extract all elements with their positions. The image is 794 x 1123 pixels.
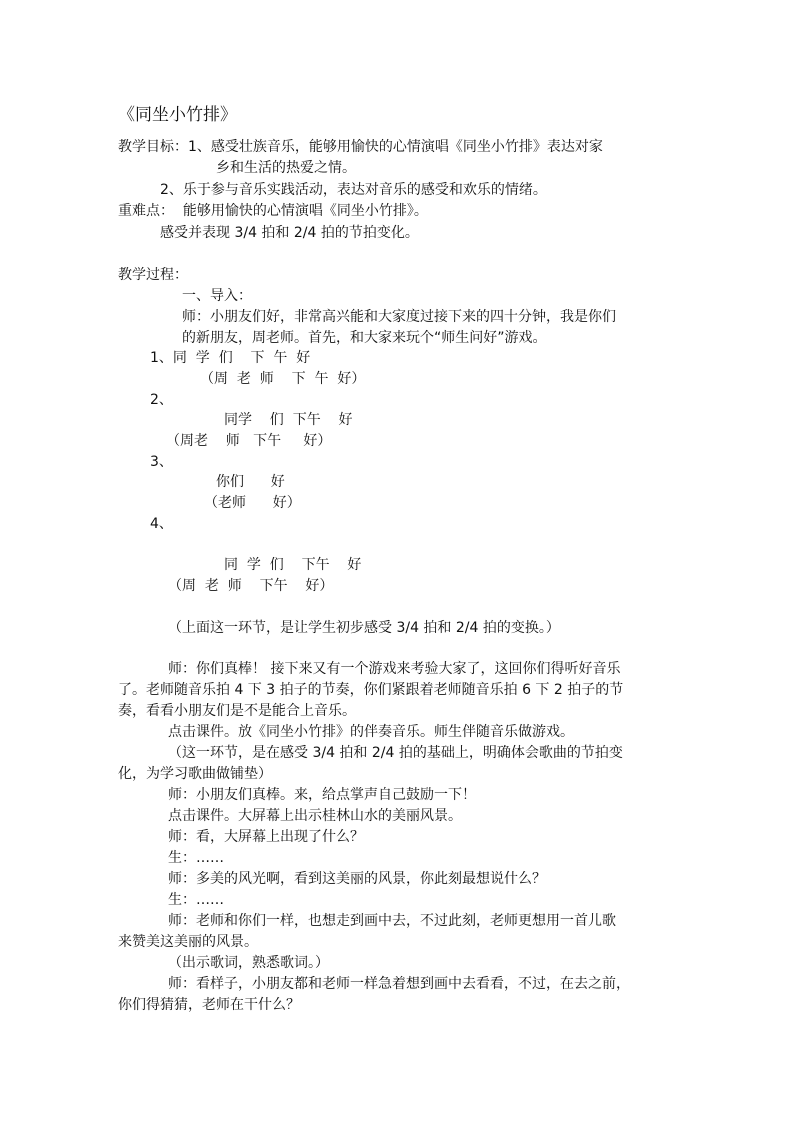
text-line: 3、: [150, 454, 173, 470]
text-line: 师：看，大屏幕上出现了什么？: [168, 829, 364, 845]
text-line: 2、乐于参与音乐实践活动，表达对音乐的感受和欢乐的情绪。: [160, 182, 547, 198]
text-line: 教学目标：1、感受壮族音乐，能够用愉快的心情演唱《同坐小竹排》表达对家: [118, 139, 603, 155]
text-line: （周 老 师 下 午 好）: [200, 371, 366, 387]
text-line: 你们 好: [216, 474, 285, 490]
document-title: 《同坐小竹排》: [118, 105, 237, 125]
text-line: 教学过程：: [118, 267, 188, 283]
text-line: 生：……: [168, 892, 224, 908]
text-line: （这一环节，是在感受 3/4 拍和 2/4 拍的基础上，明确体会歌曲的节拍变: [168, 745, 623, 761]
text-line: （老师 好）: [204, 495, 301, 511]
text-line: 师：看样子，小朋友都和老师一样急着想到画中去看看，不过，在去之前，: [168, 976, 630, 992]
text-line: 感受并表现 3/4 拍和 2/4 拍的节拍变化。: [160, 225, 419, 241]
text-line: 来赞美这美丽的风景。: [118, 934, 258, 950]
text-line: 化，为学习歌曲做铺垫）: [118, 766, 272, 782]
text-line: 师：多美的风光啊，看到这美丽的风景，你此刻最想说什么？: [168, 871, 546, 887]
text-line: 了。老师随音乐拍 4 下 3 拍子的节奏，你们紧跟着老师随音乐拍 6 下 2 拍子的节: [118, 682, 624, 698]
text-line: 师：老师和你们一样，也想走到画中去，不过此刻，老师更想用一首儿歌: [168, 913, 616, 929]
text-line: 奏，看看小朋友们是不是能合上音乐。: [118, 703, 356, 719]
text-line: 师：你们真棒！ 接下来又有一个游戏来考验大家了，这回你们得听好音乐: [168, 661, 621, 677]
text-line: （周老 师 下午 好）: [166, 433, 332, 449]
text-line: （出示歌词，熟悉歌词。）: [168, 955, 329, 971]
text-line: 2、: [150, 392, 173, 408]
text-line: 生：……: [168, 850, 224, 866]
text-line: 4、: [150, 516, 173, 532]
text-line: 师：小朋友们好，非常高兴能和大家度过接下来的四十分钟，我是你们: [182, 309, 616, 325]
text-line: 你们得猜猜，老师在干什么？: [118, 997, 300, 1013]
text-line: （周 老 师 下午 好）: [168, 578, 334, 594]
text-line: 点击课件。大屏幕上出示桂林山水的美丽风景。: [168, 808, 462, 824]
text-line: 一、导入：: [182, 288, 252, 304]
text-line: 乡和生活的热爱之情。: [216, 160, 356, 176]
text-line: （上面这一环节，是让学生初步感受 3/4 拍和 2/4 拍的变换。）: [168, 620, 560, 636]
text-line: 重难点： 能够用愉快的心情演唱《同坐小竹排》。: [118, 203, 428, 219]
text-line: 同 学 们 下午 好: [224, 557, 362, 573]
text-line: 师：小朋友们真棒。来，给点掌声自己鼓励一下！: [168, 787, 476, 803]
text-line: 的新朋友，周老师。首先，和大家来玩个“师生问好”游戏。: [182, 330, 547, 346]
text-line: 同学 们 下午 好: [224, 412, 353, 428]
text-line: 点击课件。放《同坐小竹排》的伴奏音乐。师生伴随音乐做游戏。: [168, 724, 574, 740]
text-line: 1、同 学 们 下 午 好: [150, 350, 311, 366]
